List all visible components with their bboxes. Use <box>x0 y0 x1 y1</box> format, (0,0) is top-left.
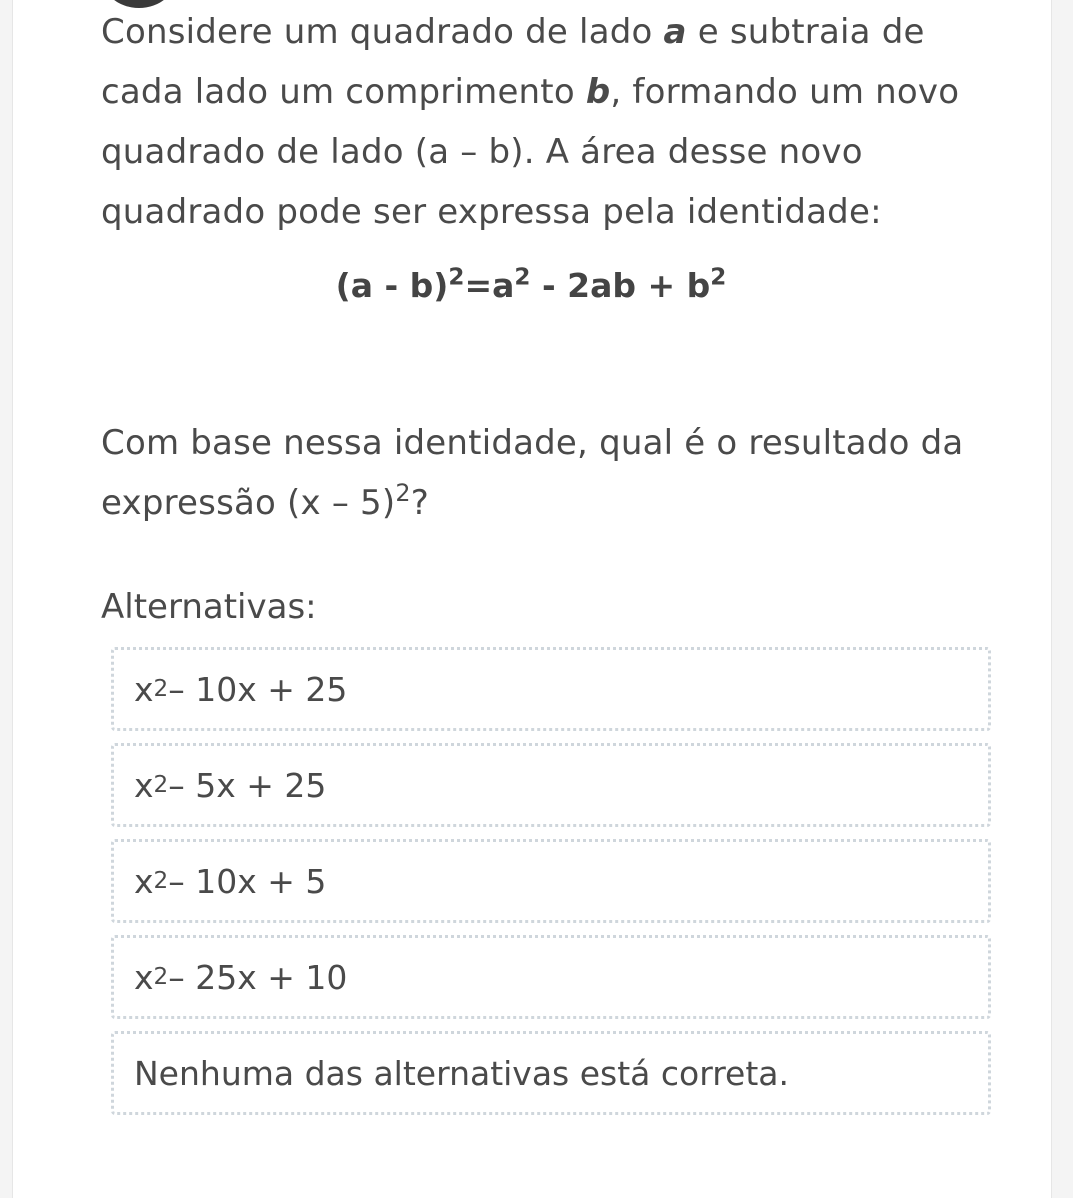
alternatives-label: Alternativas: <box>101 587 317 627</box>
alternative-option-5[interactable]: Nenhuma das alternativas está correta. <box>111 1031 991 1115</box>
question-prompt: Com base nessa identidade, qual é o resultado da expressão (x – 5)$^2$? <box>101 423 964 523</box>
question-intro: Considere um quadrado de lado a e subtraia de cada lado um comprimento b, formando um novo quadrado de lado (a – b). A área desse novo quadrado pode ser expressa pela identidade: <box>101 12 960 232</box>
alternative-option-2[interactable]: x 2 – 5x + 25 <box>111 743 991 827</box>
identity-formula: $(a - b)^2=a^2 - 2ab + b^2$ <box>335 264 727 305</box>
variable-b: b <box>585 72 611 112</box>
question-content <box>101 2 1001 1127</box>
alternative-option-3[interactable]: x 2 – 10x + 5 <box>111 839 991 923</box>
question-card <box>12 0 1052 1198</box>
alternative-option-1[interactable]: x 2 – 10x + 25 <box>111 647 991 731</box>
alternative-option-4[interactable]: x 2 – 25x + 10 <box>111 935 991 1019</box>
alternatives-list <box>101 647 1001 1115</box>
variable-a: a <box>663 12 687 52</box>
